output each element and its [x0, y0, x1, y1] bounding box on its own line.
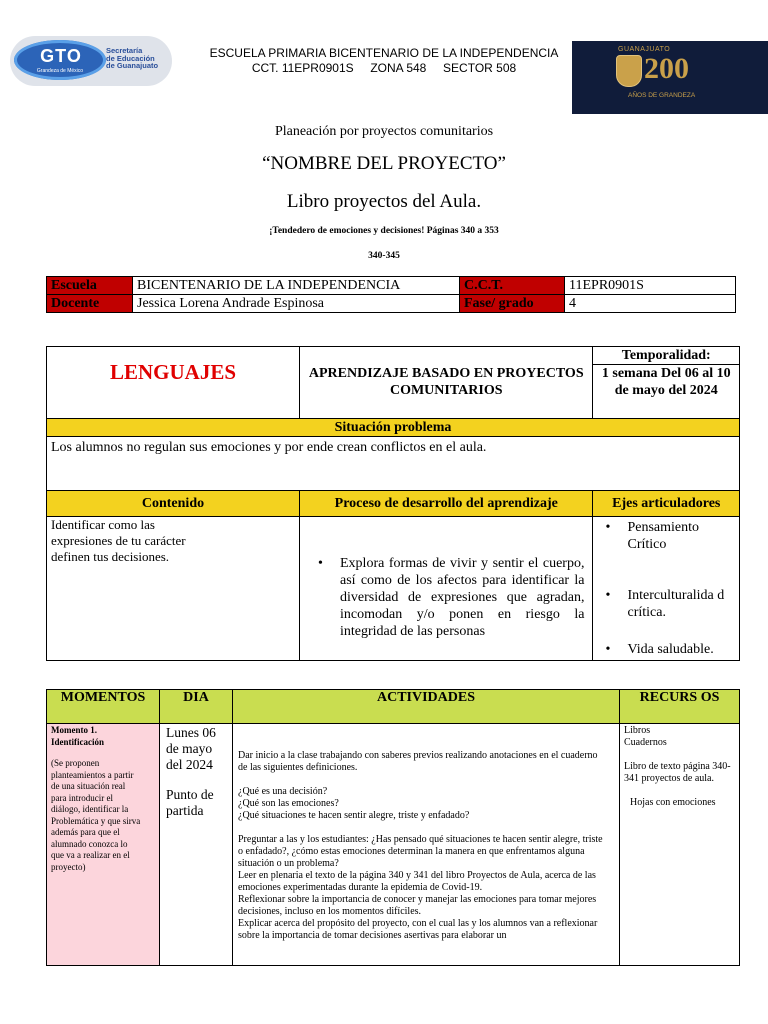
- pregunta-1: ¿Qué es una decisión?: [238, 786, 328, 797]
- secretaria-logo-text: Secretaría de Educación de Guanajuato: [106, 46, 159, 70]
- momento-title: Momento 1. Identificación: [51, 725, 104, 747]
- dia-cell: [160, 724, 233, 966]
- docente-value: Jessica Lorena Andrade Espinosa: [133, 295, 460, 313]
- campo-formativo: LENGUAJES: [47, 347, 300, 419]
- metodologia: APRENDIZAJE BASADO EN PROYECTOS COMUNITARIOS: [300, 347, 593, 419]
- gto-logo-text: GTO: [40, 46, 82, 66]
- momento-cell: [47, 724, 160, 966]
- book-title: Libro proyectos del Aula.: [286, 191, 482, 212]
- recurso-libros: Libros: [624, 725, 651, 736]
- momentos-header: MOMENTOS: [47, 690, 160, 724]
- actividad-reflexionar: Reflexionar sobre la importancia de conocer y manejar las emociones para tomar mejores decisiones, incluso en los momentos difíciles.: [238, 894, 597, 917]
- ejes-header: Ejes articuladores: [593, 491, 740, 517]
- pregunta-3: ¿Qué situaciones te hacen sentir alegre, triste y enfadado?: [238, 810, 470, 821]
- school-name: ESCUELA PRIMARIA BICENTENARIO DE LA INDEPENDENCIA: [209, 46, 559, 60]
- situacion-header: Situación problema: [47, 419, 740, 437]
- g200-label: GUANAJUATO: [618, 46, 671, 53]
- bullet-icon: •: [605, 520, 611, 535]
- planeacion-title: Planeación por proyectos comunitarios: [274, 124, 494, 139]
- project-table: [46, 346, 740, 661]
- project-name: “NOMBRE DEL PROYECTO”: [262, 153, 506, 174]
- dia-label: Punto de partida: [166, 787, 214, 818]
- g200-number: 200: [644, 52, 689, 85]
- recurso-cuadernos: Cuadernos: [624, 737, 667, 748]
- pages-range: 340-345: [368, 251, 400, 261]
- fase-label: Fase/ grado: [460, 295, 565, 313]
- temporalidad-value: 1 semana Del 06 al 10 de mayo del 2024: [593, 364, 739, 399]
- temporalidad-label: Temporalidad:: [621, 348, 711, 363]
- actividad-intro: Dar inicio a la clase trabajando con saberes previos realizando anotaciones en el cuaderno de las siguientes definiciones.: [238, 750, 598, 773]
- cct-value: 11EPR0901S: [565, 277, 736, 295]
- bullet-icon: •: [605, 642, 611, 657]
- temporalidad: [593, 347, 740, 419]
- list-item: [605, 641, 735, 658]
- contenido-header: Contenido: [47, 491, 300, 517]
- cct-line: CCT. 11EPR0901S ZONA 548 SECTOR 508: [251, 61, 517, 75]
- ejes-cell: [593, 517, 740, 661]
- g200-subtitle: AÑOS DE GRANDEZA: [628, 92, 696, 99]
- actividad-leer: Leer en plenaria el texto de la página 340 y 341 del libro Proyectos de Aula, acerca de las emociones experimentadas durante la epidemia de Covid-19.: [238, 870, 596, 893]
- actividad-preguntar: Preguntar a las y los estudiantes: ¿Has pensado qué situaciones te hacen sentir alegre, triste o enfadado?, ¿cómo estas emociones determinan la manera en que enfrentamos alguna situación o un problema?: [238, 834, 603, 869]
- bullet-icon: •: [318, 556, 323, 571]
- recursos-header: RECURS OS: [620, 690, 740, 724]
- escuela-label: Escuela: [47, 277, 133, 295]
- list-item: [605, 519, 735, 553]
- list-item: [605, 587, 735, 621]
- proceso-text: Explora formas de vivir y sentir el cuerpo, así como de los afectos para identificar la diversidad de expresiones que agradan, incomodan y/o ponen en riesgo la integridad de las personas: [340, 556, 585, 639]
- proceso-cell: [300, 517, 593, 661]
- pregunta-2: ¿Qué son las emociones?: [238, 798, 339, 809]
- proceso-header: Proceso de desarrollo del aprendizaje: [300, 491, 593, 517]
- eje-1: Pensamiento Crítico: [627, 520, 700, 552]
- docente-label: Docente: [47, 295, 133, 313]
- list-item: [318, 555, 584, 640]
- eje-3: Vida saludable.: [627, 642, 714, 657]
- bullet-icon: •: [605, 588, 611, 603]
- contenido-text: Identificar como las expresiones de tu carácter definen tus decisiones.: [47, 517, 300, 661]
- dia-header: DIA: [160, 690, 233, 724]
- info-table: [46, 276, 736, 313]
- actividades-cell: [233, 724, 620, 966]
- gto-logo-tagline: Grandeza de México: [36, 68, 84, 74]
- recurso-hojas: Hojas con emociones: [630, 797, 716, 808]
- escuela-value: BICENTENARIO DE LA INDEPENDENCIA: [133, 277, 460, 295]
- actividades-header: ACTIVIDADES: [233, 690, 620, 724]
- dia-date: Lunes 06 de mayo del 2024: [166, 725, 216, 772]
- activities-table: [46, 689, 740, 966]
- recurso-libro-texto: Libro de texto página 340-341 proyectos de aula.: [624, 761, 731, 784]
- cct-label: C.C.T.: [460, 277, 565, 295]
- actividad-explicar: Explicar acerca del propósito del proyecto, con el cual las y los alumnos van a reflexionar sobre la importancia de tomar decisiones asertivas para elaborar un: [238, 918, 598, 941]
- project-subtitle: ¡Tendedero de emociones y decisiones! Páginas 340 a 353: [269, 226, 499, 236]
- situacion-text: Los alumnos no regulan sus emociones y por ende crean conflictos en el aula.: [47, 437, 740, 491]
- momento-description: (Se proponen planteamientos a partir de una situación real para introducir el diálogo, identificar la Problemática y que sirva además para que el alumnado conozca lo que va a realizar en el proyecto): [51, 758, 141, 872]
- recursos-cell: [620, 724, 740, 966]
- fase-value: 4: [565, 295, 736, 313]
- eje-2: Interculturalida d crítica.: [627, 588, 725, 620]
